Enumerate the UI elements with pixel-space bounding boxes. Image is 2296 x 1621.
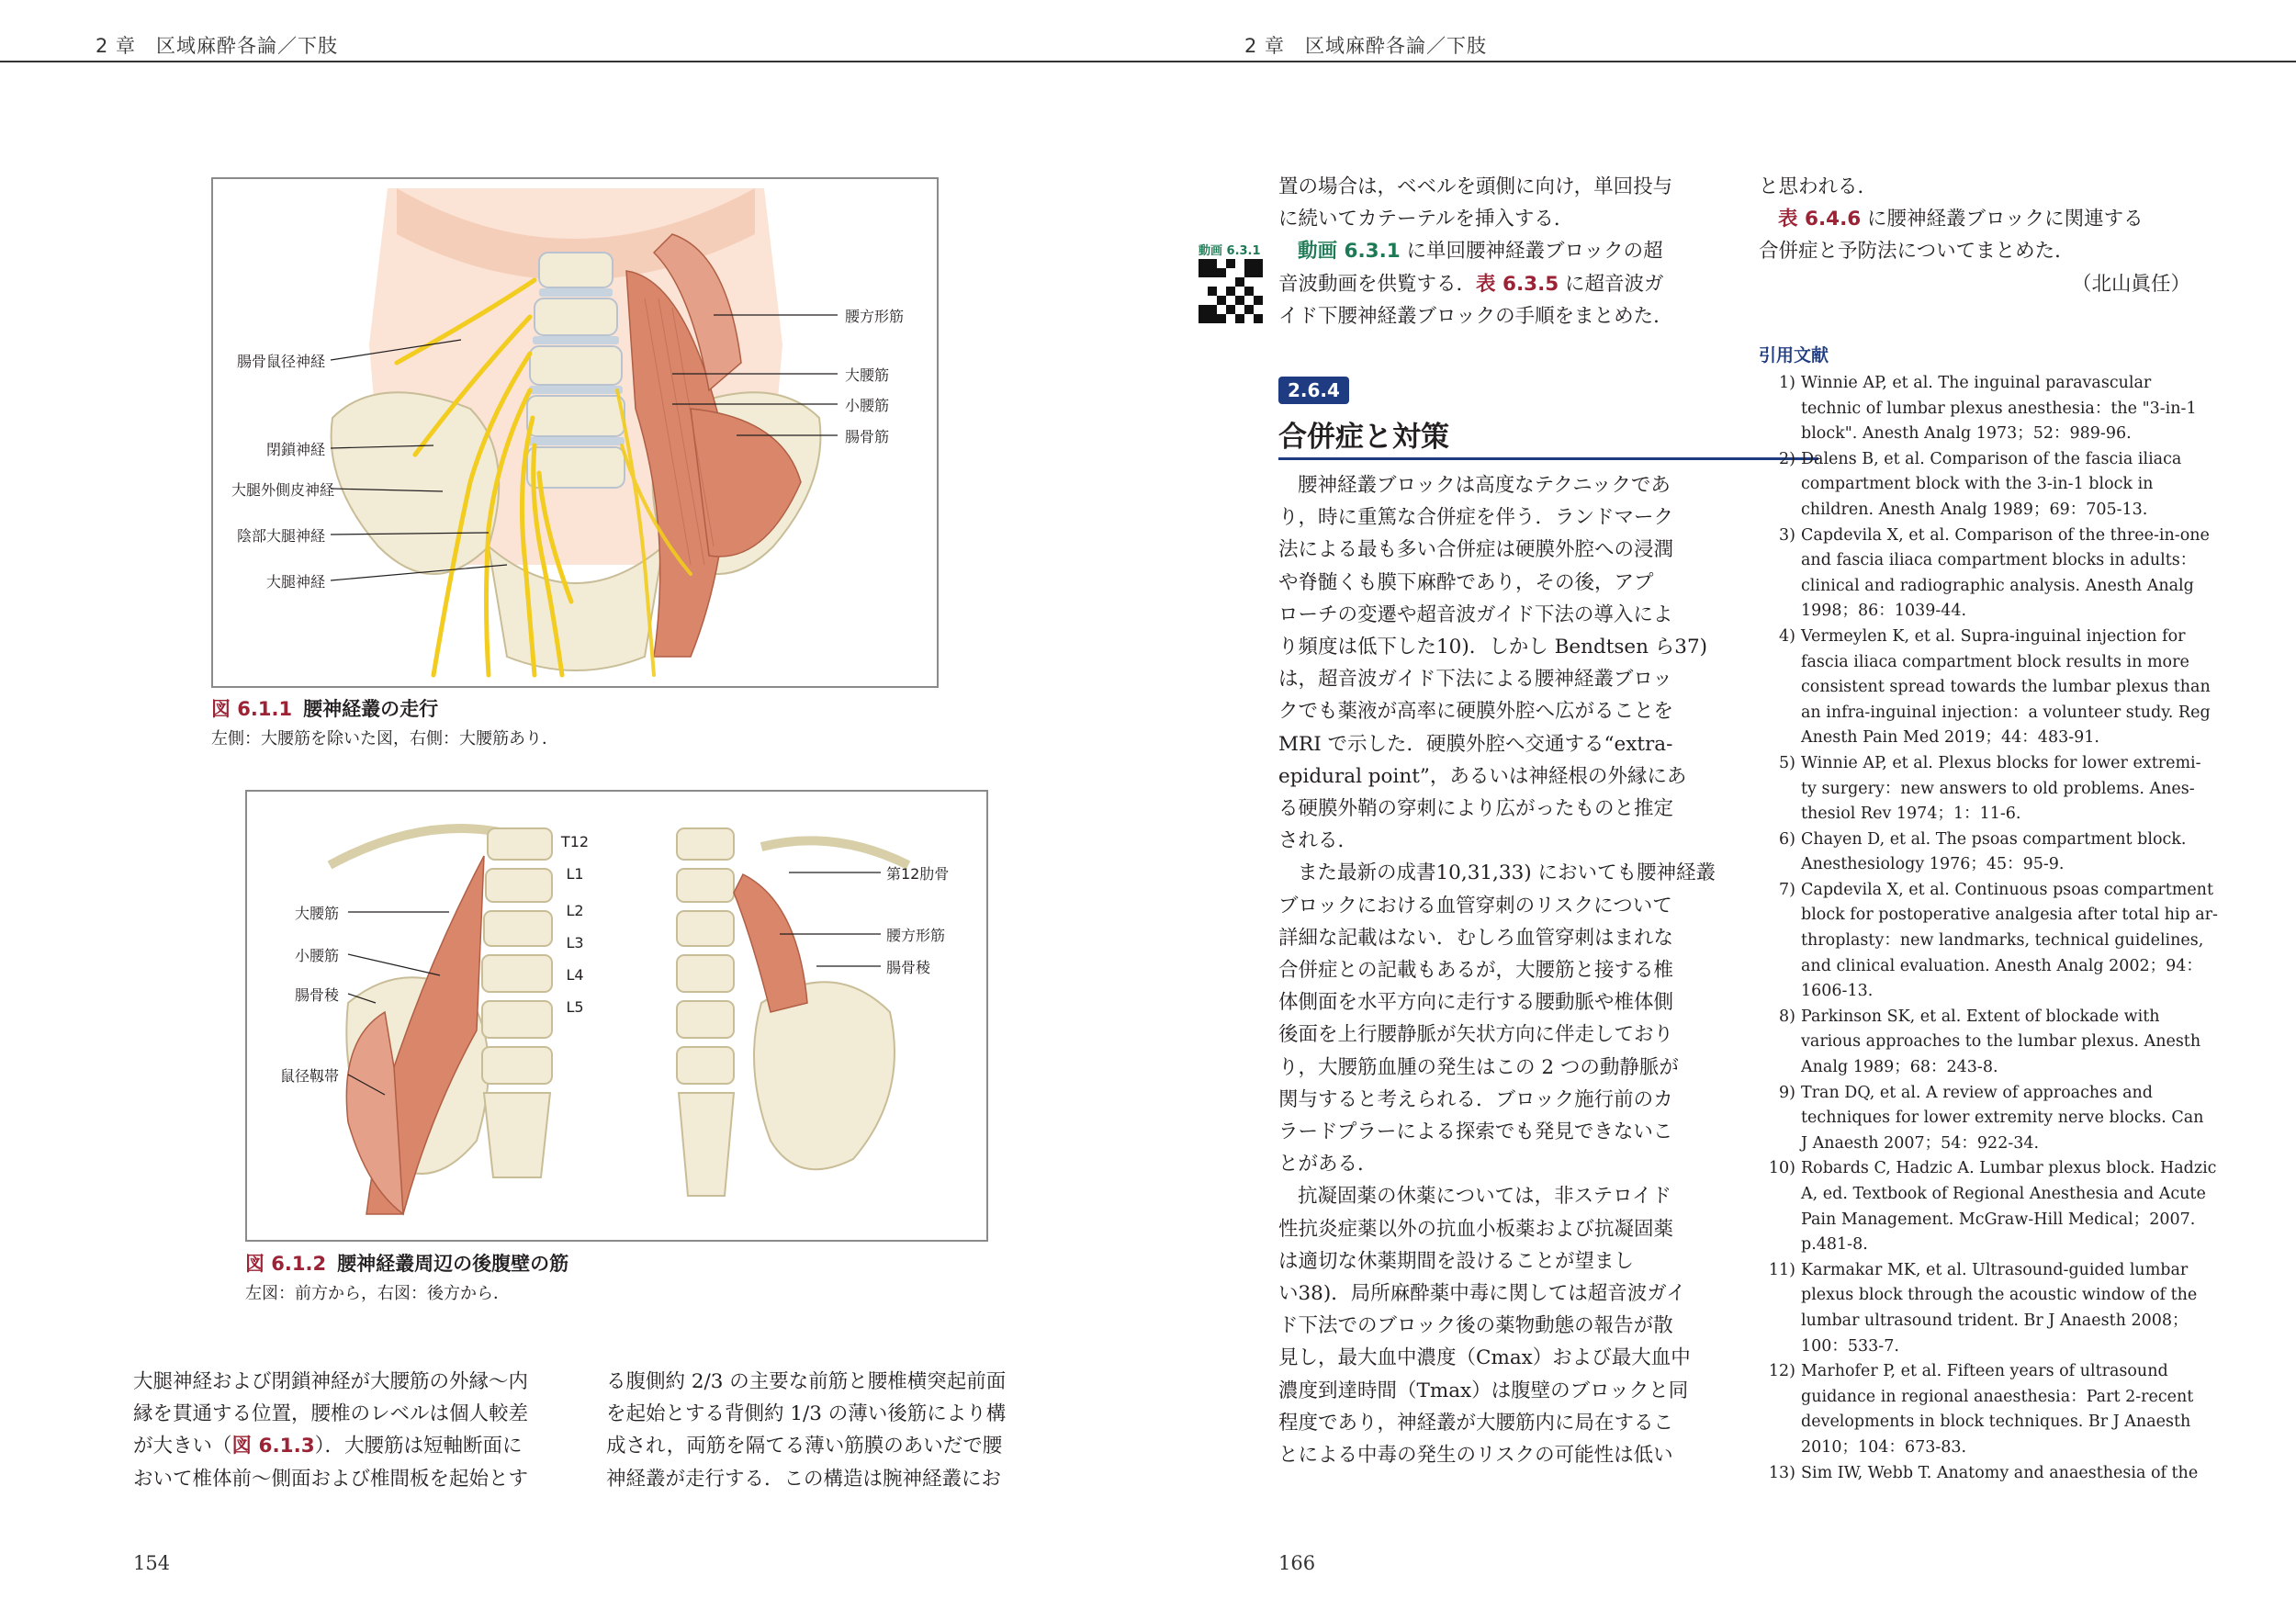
- left-body-column-2: [606, 1366, 1006, 1495]
- reference-line: Marhofer P, et al. Fifteen years of ultrasound: [1801, 1362, 2168, 1381]
- text-line: 後面を上行腰静脈が矢状方向に伴走しており: [1278, 1023, 1674, 1047]
- references-heading: 引用文献: [1759, 345, 1829, 366]
- label-obturator-nerve: 閉鎖神経: [265, 441, 325, 458]
- label-psoas-major: 大腰筋: [294, 905, 339, 922]
- page-number: 166: [1278, 1552, 1316, 1574]
- figure-subcaption: 左図：前方から，右図：後方から．: [245, 1284, 510, 1303]
- text-line: 見し，最大血中濃度（Cmax）および最大血中: [1278, 1346, 1691, 1370]
- reference-line: Winnie AP, et al. The inguinal paravascular: [1801, 374, 2152, 392]
- author-credit: （北山眞任）: [2071, 272, 2190, 296]
- reference-line: 2010；104：673-83.: [1801, 1437, 1967, 1457]
- reference-line: 1606-13.: [1801, 982, 1874, 1001]
- text-line: る腹側約 2/3 の主要な前筋と腰椎横突起前面: [606, 1370, 1007, 1393]
- running-head: 2 章 区域麻酔各論／下肢: [1244, 35, 1488, 57]
- text-line: 置の場合は，ベベルを頭側に向け，単回投与: [1278, 175, 1673, 198]
- text-line: ブロックにおける血管穿刺のリスクについて: [1278, 894, 1672, 917]
- reference-item: [1759, 1005, 2236, 1081]
- reference-body: [1801, 1359, 2236, 1460]
- reference-body: [1801, 1081, 2236, 1157]
- text-line: MRI で示した．硬膜外腔へ交通する“extra-: [1278, 732, 1673, 756]
- vertebra-label: L1: [566, 865, 584, 883]
- qr-code-icon[interactable]: [1199, 259, 1263, 323]
- reference-number: 9): [1779, 1083, 1795, 1102]
- label-iliac-crest: 腸骨稜: [294, 986, 339, 1004]
- figure-6-1-2-caption: [245, 1249, 568, 1304]
- right-body-column-1-top: [1278, 171, 1673, 332]
- label-iliacus: 腸骨筋: [845, 428, 890, 445]
- reference-line: Parkinson SK, et al. Extent of blockade with: [1801, 1007, 2160, 1026]
- text-line: 関与すると考えられる．ブロック施行前のカ: [1278, 1087, 1673, 1111]
- text-line: 性抗炎症薬以外の抗血小板薬および抗凝固薬: [1278, 1217, 1674, 1241]
- text-line: は，超音波ガイド下法による腰神経叢ブロッ: [1278, 668, 1672, 692]
- reference-line: an infra-inguinal injection：a volunteer study. Reg: [1801, 703, 2211, 722]
- reference-line: guidance in regional anaesthesia：Part 2-recent: [1801, 1387, 2194, 1406]
- reference-body: [1801, 827, 2236, 878]
- figure-number: 図 6.1.1: [211, 698, 293, 720]
- reference-item: [1759, 827, 2236, 878]
- text-line: 合併症と予防法についてまとめた．: [1759, 240, 2075, 264]
- text-line: 表 6.4.6 に腰神経叢ブロックに関連する: [1778, 208, 2144, 231]
- reference-line: and clinical evaluation. Anesth Analg 2002；94：: [1801, 956, 2202, 975]
- reference-body: [1801, 523, 2236, 625]
- text-line: 縁を貫通する位置，腰椎のレベルは個人較差: [133, 1402, 529, 1426]
- label-quadratus-lumborum: 腰方形筋: [886, 927, 946, 944]
- text-line: い38)．局所麻酔薬中毒に関しては超音波ガイ: [1278, 1282, 1686, 1306]
- reference-number: 3): [1779, 525, 1795, 545]
- reference-number: 1): [1779, 374, 1795, 392]
- reference-line: compartment block with the 3-in-1 block in: [1801, 475, 2154, 494]
- video-reference-link[interactable]: 動画 6.3.1: [1298, 240, 1401, 264]
- section-rule: [1278, 457, 1818, 460]
- label-femoral-nerve: 大腿神経: [265, 573, 325, 591]
- text-line: 詳細な記載はない．むしろ血管穿刺はまれな: [1278, 926, 1674, 950]
- text-line: 体側面を水平方向に走行する腰動脈や椎体側: [1278, 991, 1674, 1015]
- reference-item: [1759, 751, 2236, 827]
- reference-number: 2): [1779, 449, 1795, 468]
- figure-title: 腰神経叢の走行: [303, 698, 439, 720]
- reference-item: [1759, 1081, 2236, 1157]
- text-line: る硬膜外鞘の穿刺により広がったものと推定: [1278, 797, 1674, 821]
- right-page: [1148, 0, 2296, 1621]
- text-line: り，大腰筋血腫の発生はこの 2 つの動静脈が: [1278, 1055, 1679, 1079]
- reference-item: [1759, 878, 2236, 1005]
- reference-line: Analg 1989；68：243-8.: [1801, 1058, 1998, 1077]
- reference-line: throplasty：new landmarks, technical guidelines,: [1801, 931, 2204, 951]
- reference-line: plexus block through the acoustic window of the: [1801, 1286, 2198, 1305]
- reference-body: [1801, 625, 2236, 751]
- vertebra-label: L5: [566, 998, 584, 1016]
- text-line: に続いてカテーテルを挿入する．: [1278, 208, 1574, 231]
- reference-number: 10): [1768, 1159, 1795, 1178]
- reference-line: Anesth Pain Med 2019；44：483-91.: [1801, 728, 2099, 748]
- reference-line: block for postoperative analgesia after total hip ar-: [1801, 906, 2218, 925]
- label-psoas-minor: 小腰筋: [845, 397, 890, 414]
- left-body-column-1: [133, 1366, 528, 1495]
- text-line: 抗凝固薬の休薬については，非ステロイド: [1298, 1185, 1671, 1209]
- right-body-column-2: [1759, 171, 2190, 300]
- text-line: と思われる．: [1759, 175, 1878, 198]
- reference-line: clinical and radiographic analysis. Anesth Analg: [1801, 576, 2194, 595]
- reference-line: Capdevila X, et al. Comparison of the three-in-one: [1801, 525, 2210, 545]
- text-line: 神経叢が走行する．この構造は腕神経叢にお: [606, 1467, 1002, 1491]
- reference-line: Winnie AP, et al. Plexus blocks for lower extremi-: [1801, 753, 2201, 772]
- text-line: や脊髄くも膜下麻酔であり，その後，アプ: [1278, 570, 1654, 594]
- reference-number: 6): [1779, 829, 1795, 849]
- reference-item: [1759, 1359, 2236, 1460]
- label-12th-rib: 第12肋骨: [886, 865, 950, 883]
- reference-line: ty surgery：new answers to old problems. Anes-: [1801, 779, 2195, 798]
- label-psoas-minor: 小腰筋: [294, 947, 339, 964]
- reference-line: Pain Management. McGraw-Hill Medical；2007.: [1801, 1210, 2196, 1229]
- reference-number: 11): [1768, 1260, 1795, 1279]
- label-inguinal-ligament: 鼠径靱帯: [279, 1067, 339, 1085]
- reference-number: 4): [1779, 626, 1795, 646]
- figure-6-1-1-caption: [211, 694, 558, 749]
- reference-item: [1759, 625, 2236, 751]
- reference-line: 1998；86：1039-44.: [1801, 602, 1967, 621]
- reference-item: [1759, 523, 2236, 625]
- header-rule: [1148, 61, 2296, 62]
- reference-body: [1801, 1005, 2236, 1081]
- reference-line: Vermeylen K, et al. Supra-inguinal injection for: [1801, 626, 2186, 646]
- reference-line: Sim IW, Webb T. Anatomy and anaesthesia of the: [1801, 1463, 2199, 1482]
- running-head: 2 章 区域麻酔各論／下肢: [96, 35, 339, 57]
- reference-line: consistent spread towards the lumbar plexus than: [1801, 678, 2211, 697]
- references-list: [1759, 371, 2236, 1486]
- reference-line: technic of lumbar plexus anesthesia：the "3-in-1: [1801, 399, 2197, 418]
- right-body-column-1: [1278, 469, 1716, 1471]
- text-line: とによる中毒の発生のリスクの可能性は低い: [1278, 1444, 1673, 1468]
- reference-number: 12): [1768, 1362, 1795, 1381]
- table-reference-link[interactable]: 表 6.3.5: [1476, 272, 1559, 296]
- reference-body: [1801, 371, 2236, 447]
- figure-title: 腰神経叢周辺の後腹壁の筋: [337, 1253, 569, 1275]
- reference-item: [1759, 1461, 2236, 1487]
- reference-line: Anesthesiology 1976；45：95-9.: [1801, 855, 2065, 874]
- text-line: ローチの変遷や超音波ガイド下法の導入によ: [1278, 602, 1673, 626]
- reference-line: Tran DQ, et al. A review of approaches and: [1801, 1083, 2153, 1102]
- figure-6-1-2: [245, 790, 988, 1242]
- figure-subcaption: 左側：大腰筋を除いた図，右側：大腰筋あり．: [211, 729, 558, 749]
- reference-line: block". Anesth Analg 1973；52：989-96.: [1801, 424, 2132, 444]
- text-line: おいて椎体前～側面および椎間板を起始とす: [133, 1467, 529, 1491]
- vertebra-label: L3: [566, 934, 584, 951]
- vertebra-label: T12: [560, 833, 590, 850]
- reference-line: techniques for lower extremity nerve blocks. Can: [1801, 1109, 2204, 1128]
- reference-line: J Anaesth 2007；54：922-34.: [1801, 1133, 2040, 1153]
- label-genitofemoral-nerve: 陰部大腿神経: [236, 527, 325, 545]
- header-rule: [0, 61, 1148, 62]
- text-line: 大腿神経および閉鎖神経が大腰筋の外縁～内: [133, 1370, 529, 1393]
- posterior-abdominal-wall-illustration: [247, 792, 986, 1240]
- text-line: 合併症との記載もあるが，大腰筋と接する椎: [1278, 959, 1674, 983]
- figure-6-1-1: [211, 177, 939, 688]
- reference-line: and fascia iliaca compartment blocks in adults：: [1801, 551, 2197, 570]
- reference-line: Dalens B, et al. Comparison of the fascia iliaca: [1801, 449, 2182, 468]
- text-line: ド下法でのブロック後の薬物動態の報告が散: [1278, 1314, 1673, 1338]
- reference-body: [1801, 1156, 2236, 1257]
- text-line: ラードプラーによる探索でも発見できないこ: [1278, 1120, 1673, 1144]
- text-line: また最新の成書10,31,33) においても腰神経叢: [1298, 861, 1716, 885]
- text-line: 程度であり，神経叢が大腰筋内に局在するこ: [1278, 1411, 1674, 1435]
- text-line: を起始とする背側約 1/3 の薄い後筋により構: [606, 1402, 1007, 1426]
- text-line: 腰神経叢ブロックは高度なテクニックであ: [1298, 474, 1671, 497]
- section-title: 合併症と対策: [1278, 421, 1449, 454]
- text-line: り頻度は低下した10)．しかし Bendtsen ら37): [1278, 636, 1708, 659]
- reference-item: [1759, 1156, 2236, 1257]
- reference-line: Capdevila X, et al. Continuous psoas compartment: [1801, 880, 2213, 899]
- text-line: 成され，両筋を隔てる薄い筋膜のあいだで腰: [606, 1435, 1003, 1458]
- reference-body: [1801, 447, 2236, 523]
- reference-item: [1759, 371, 2236, 447]
- lumbar-plexus-illustration: [213, 179, 937, 686]
- reference-body: [1801, 878, 2236, 1005]
- reference-number: 5): [1779, 753, 1795, 772]
- page-number: 154: [133, 1552, 171, 1574]
- reference-line: Chayen D, et al. The psoas compartment block.: [1801, 829, 2187, 849]
- reference-line: Robards C, Hadzic A. Lumbar plexus block. Hadzic: [1801, 1159, 2217, 1178]
- vertebra-label: L4: [566, 966, 584, 984]
- text-line: 動画 6.3.1 に単回腰神経叢ブロックの超: [1298, 240, 1663, 264]
- text-line: イド下腰神経叢ブロックの手順をまとめた．: [1278, 304, 1673, 328]
- reference-number: 13): [1768, 1463, 1795, 1482]
- reference-line: Karmakar MK, et al. Ultrasound-guided lumbar: [1801, 1260, 2189, 1279]
- reference-line: 100：533-7.: [1801, 1336, 1899, 1356]
- text-line: が大きい（図 6.1.3）．大腰筋は短軸断面に: [133, 1435, 523, 1458]
- text-line: は適切な休薬期間を設けることが望まし: [1278, 1249, 1635, 1273]
- reference-body: [1801, 1461, 2236, 1487]
- reference-body: [1801, 1258, 2236, 1359]
- label-lateral-femoral-cutaneous-nerve: 大腿外側皮神経: [231, 481, 335, 499]
- text-line: 音波動画を供覧する．表 6.3.5 に超音波ガ: [1278, 272, 1664, 296]
- reference-line: thesiol Rev 1974；1：11-6.: [1801, 805, 2021, 824]
- text-line: とがある．: [1278, 1153, 1378, 1176]
- text-line: クでも薬液が高率に硬膜外腔へ広がることを: [1278, 700, 1674, 724]
- reference-line: developments in block techniques. Br J Anaesth: [1801, 1413, 2191, 1432]
- text-line: 法による最も多い合併症は硬膜外腔への浸潤: [1278, 538, 1674, 562]
- section-number-badge: 2.6.4: [1278, 377, 1349, 404]
- reference-line: p.481-8.: [1801, 1235, 1868, 1255]
- text-line: epidural point”，あるいは神経根の外縁にあ: [1278, 764, 1687, 788]
- text-line: り，時に重篤な合併症を伴う．ランドマーク: [1278, 506, 1674, 530]
- reference-line: lumbar ultrasound trident. Br J Anaesth 2008；: [1801, 1311, 2189, 1330]
- label-ilioinguinal-nerve: 腸骨鼠径神経: [236, 353, 325, 370]
- table-reference-link[interactable]: 表 6.4.6: [1778, 208, 1862, 231]
- label-quadratus-lumborum: 腰方形筋: [845, 308, 905, 325]
- text-line: される．: [1278, 829, 1358, 853]
- reference-line: fascia iliaca compartment block results in more: [1801, 652, 2189, 671]
- video-badge: 動画 6.3.1: [1199, 244, 1261, 258]
- reference-body: [1801, 751, 2236, 827]
- vertebra-label: L2: [566, 902, 584, 919]
- reference-line: various approaches to the lumbar plexus. Anesth: [1801, 1032, 2201, 1052]
- reference-line: A, ed. Textbook of Regional Anesthesia and Acute: [1801, 1185, 2206, 1203]
- text-line: 濃度到達時間（Tmax）は腹壁のブロックと同: [1278, 1379, 1689, 1402]
- label-iliac-crest: 腸骨稜: [886, 959, 931, 976]
- label-psoas-major: 大腰筋: [845, 366, 890, 384]
- reference-number: 7): [1779, 880, 1795, 899]
- reference-item: [1759, 1258, 2236, 1359]
- reference-item: [1759, 447, 2236, 523]
- reference-number: 8): [1779, 1007, 1795, 1026]
- figure-reference-link[interactable]: 図 6.1.3: [231, 1435, 315, 1458]
- figure-number: 図 6.1.2: [245, 1253, 327, 1275]
- reference-line: children. Anesth Analg 1989；69：705-13.: [1801, 500, 2148, 519]
